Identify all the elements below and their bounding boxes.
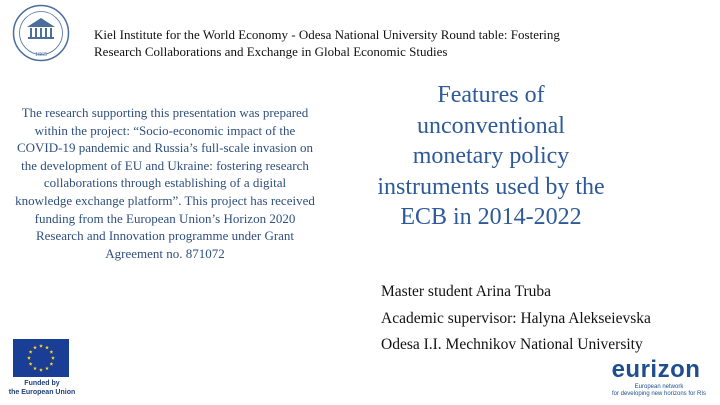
header-text — [94, 26, 654, 60]
author-supervisor: Academic supervisor: Halyna Alekseievska — [381, 309, 651, 327]
eu-funding-line-2: the European Union — [8, 388, 76, 396]
header-line-2: Research Collaborations and Exchange in Global Economic Studies — [94, 44, 448, 59]
title-line-2: unconventional — [417, 112, 565, 139]
title-line-5: ECB in 2014-2022 — [400, 204, 582, 230]
title-line-4: instruments used by the — [377, 173, 605, 200]
seal-year: 1865 — [35, 52, 47, 58]
author-student: Master student Arina Truba — [381, 283, 552, 300]
eu-funding-line-1: Funded by — [24, 380, 60, 387]
university-seal-logo — [12, 4, 70, 62]
title-line-1: Features of — [437, 82, 545, 108]
title-line-3: monetary policy — [412, 143, 570, 169]
header-line-1: Kiel Institute for the World Economy - Odesa National University Round table: Fostering — [94, 27, 560, 42]
slide-title — [330, 80, 652, 233]
author-block — [381, 279, 711, 359]
eurizon-tagline — [600, 384, 718, 398]
eu-funding-label — [8, 380, 76, 397]
eurizon-name: eurizon — [611, 356, 701, 383]
eurizon-logo — [600, 356, 718, 402]
eu-flag-icon — [13, 339, 69, 377]
project-funding-note: The research supporting this presentation was prepared within the project: “Socio-economic impact of the COVID-19 pandemic and Russia’s full-scale invasion on the development of EU and Ukraine: fostering research collaborations through establishing of a digital knowledge exchange platform”. This project has received funding from the European Union’s Horizon 2020 Research and Innovation programme under Grant Agreement no. 871072 — [15, 105, 315, 261]
author-university: Odesa I.I. Mechnikov National University — [381, 336, 643, 353]
eurizon-tagline-2: for developing new horizons for RIs — [611, 391, 707, 397]
eurizon-tagline-1: European network — [634, 384, 684, 390]
